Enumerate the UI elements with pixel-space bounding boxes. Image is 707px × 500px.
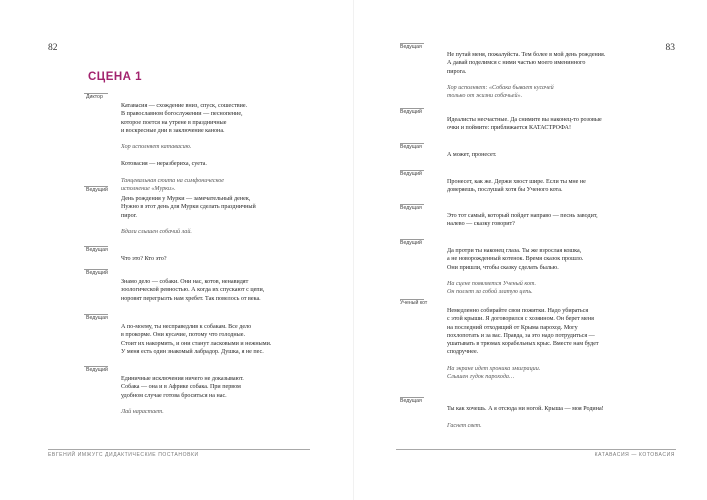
- speaker-label: Ведущая: [400, 44, 422, 50]
- dialogue-line: зоологической ревностью. А когда их спускают с цепи,: [121, 287, 265, 294]
- speaker-label: Ведущий: [86, 187, 108, 193]
- dialogue-text: [121, 278, 306, 303]
- stage-direction-line: только от жизни собачьей».: [447, 93, 523, 100]
- stage-direction-line: исполнение «Мурки».: [121, 185, 176, 192]
- dialogue-text: [447, 247, 667, 297]
- dialogue-line: [447, 272, 667, 280]
- dialogue-line: норовят перегрызть нам хребет. Так повелось от века.: [121, 295, 261, 302]
- stage-direction-line: Хор исполняет катавасию.: [121, 144, 192, 151]
- dialogue-line: День рождения у Мурки — замечательный денек,: [121, 196, 251, 202]
- speaker-label: Ведущий: [400, 240, 422, 246]
- dialogue-line: [121, 400, 306, 408]
- stage-direction-line: Слышен гудок парохода…: [447, 374, 515, 381]
- right-page: [354, 0, 707, 500]
- dialogue-line: Катавасия — схождение вниз, спуск, сошествие.: [121, 103, 248, 109]
- dialogue-text: [121, 102, 306, 193]
- dialogue-line: Они пришли, чтобы сказку сделать былью.: [447, 264, 559, 271]
- dialogue-text: [121, 255, 306, 263]
- dialogue-line: [121, 135, 306, 143]
- footer-rule-right: [396, 449, 676, 450]
- dialogue-line: Да протри ты наконец глаза. Ты же взрослая кошка,: [447, 248, 582, 254]
- dialogue-line: а не новорожденный котенок. Время сказок прошло.: [447, 256, 584, 263]
- dialogue-line: У меня есть один знакомый лабрадор. Душка, я не пес.: [121, 348, 264, 355]
- dialogue-line: Нужно в этот день для Мурки сделать праздничный: [121, 204, 256, 211]
- speaker-label: Ведущая: [400, 205, 422, 211]
- dialogue-text: [447, 178, 667, 195]
- footer-rule-left: [48, 449, 310, 450]
- dialogue-line: [121, 220, 306, 228]
- dialogue-line: Стоит их накормить, и они станут ласковыми и нежными.: [121, 340, 272, 347]
- dialogue-line: на последний отходящий от Крыма пароход. Могу: [447, 324, 578, 331]
- dialogue-line: Это тот самый, который пойдет направо — песнь заводит,: [447, 213, 598, 219]
- dialogue-line: удобном случае готова броситься на нас.: [121, 392, 227, 399]
- dialogue-line: Идеалисты несчастные. Да снимите вы наконец-то розовые: [447, 117, 602, 123]
- dialogue-line: [121, 168, 306, 176]
- dialogue-line: А может, пронесет.: [447, 152, 497, 158]
- dialogue-line: пирог.: [121, 212, 137, 219]
- dialogue-line: Знамо дело — собаки. Они нас, котов, ненавидят: [121, 279, 249, 285]
- dialogue-line: Немедленно собирайте свои пожитки. Надо убираться: [447, 308, 589, 314]
- dialogue-text: [121, 323, 306, 356]
- dialogue-line: [447, 76, 667, 84]
- speaker-label: Ведущая: [400, 144, 422, 150]
- dialogue-text: [121, 195, 306, 236]
- speaker-label: Диктор: [86, 94, 103, 100]
- dialogue-text: [447, 212, 667, 229]
- stage-direction-line: На экране идет хроника эмиграции.: [447, 366, 541, 373]
- dialogue-line: доверяешь, послушай хотя бы Ученого кота.: [447, 187, 563, 194]
- dialogue-line: которое поется на утрене в праздничные: [121, 119, 227, 126]
- left-page: [0, 0, 353, 500]
- speaker-label: Ученый кот: [400, 300, 428, 306]
- dialogue-line: Не путай меня, пожалуйста. Тем более в мой день рождения.: [447, 52, 606, 58]
- page-number-left: 82: [48, 43, 58, 53]
- dialogue-line: сподручнее.: [447, 349, 479, 356]
- dialogue-line: Пронесет, как же. Держи хвост шире. Если ты мне не: [447, 179, 586, 185]
- speaker-label: Ведущая: [400, 398, 422, 404]
- dialogue-line: с этой крыши. Я договорился с хозяином. Он берет меня: [447, 316, 594, 323]
- dialogue-line: Единичные исключения ничего не доказывают.: [121, 376, 244, 382]
- dialogue-text: [447, 405, 667, 430]
- speaker-label: Ведущий: [400, 171, 422, 177]
- dialogue-line: ушатывать в трюмах корабельных крыс. Вместе нам будет: [447, 341, 599, 348]
- dialogue-line: А давай поделимся с ними частью моего именинного: [447, 60, 586, 67]
- speaker-label: Ведущий: [86, 367, 108, 373]
- scene-title: СЦЕНА 1: [88, 71, 143, 83]
- dialogue-line: [447, 413, 667, 421]
- dialogue-line: Ты как хочешь. А я отсюда ни ногой. Крыша — моя Родина!: [447, 406, 604, 412]
- speaker-label: Ведущий: [400, 109, 422, 115]
- dialogue-text: [447, 51, 667, 101]
- dialogue-text: [447, 307, 667, 382]
- page-number-right: 83: [665, 43, 675, 53]
- speaker-label: Ведущая: [86, 315, 108, 321]
- dialogue-line: Котовасия — неразбериха, суета.: [121, 161, 207, 168]
- dialogue-line: пирога.: [447, 68, 467, 75]
- dialogue-line: А по-моему, ты несправедлив к собакам. Все дело: [121, 324, 252, 330]
- stage-direction-line: Он ползет за собой златую цепь.: [447, 289, 533, 296]
- stage-direction-line: Гаснет свет.: [447, 422, 482, 429]
- dialogue-line: налево — сказку говорит?: [447, 221, 515, 228]
- stage-direction-line: Танцевальная сюита на симфоническое: [121, 177, 224, 184]
- stage-direction-line: Хор исполняет: «Собака бывает кусачей: [447, 85, 554, 92]
- dialogue-line: и воскресные дни в заключение канона.: [121, 127, 225, 134]
- dialogue-line: Собака — она и в Африке собака. При первом: [121, 384, 241, 391]
- running-footer-right: КАТАВАСИЯ — КОТОВАСИЯ: [594, 452, 675, 458]
- running-footer-left: ЕВГЕНИЙ ИМЖУГС ДИДАКТИЧЕСКИЕ ПОСТАНОВКИ: [48, 452, 199, 458]
- dialogue-line: В православном богослужении — песнопение,: [121, 111, 243, 118]
- dialogue-text: [447, 151, 667, 159]
- dialogue-line: [121, 152, 306, 160]
- dialogue-line: Что это? Кто это?: [121, 256, 167, 262]
- stage-direction-line: Вдали слышен собачий лай.: [121, 229, 192, 236]
- stage-direction-line: На сцене появляется Ученый кот.: [447, 281, 536, 288]
- dialogue-line: похлопотать и за вас. Правда, за это надо потрудиться —: [447, 332, 595, 339]
- speaker-label: Ведущая: [86, 247, 108, 253]
- dialogue-line: [447, 357, 667, 365]
- speaker-label: Ведущий: [86, 270, 108, 276]
- dialogue-line: очки и поймите: приближается КАТАСТРОФА!: [447, 125, 571, 132]
- dialogue-line: в прокорме. Они кусачие, потому что голодные.: [121, 332, 245, 339]
- stage-direction-line: Лай нарастает.: [121, 409, 164, 416]
- dialogue-text: [121, 375, 306, 416]
- dialogue-text: [447, 116, 667, 133]
